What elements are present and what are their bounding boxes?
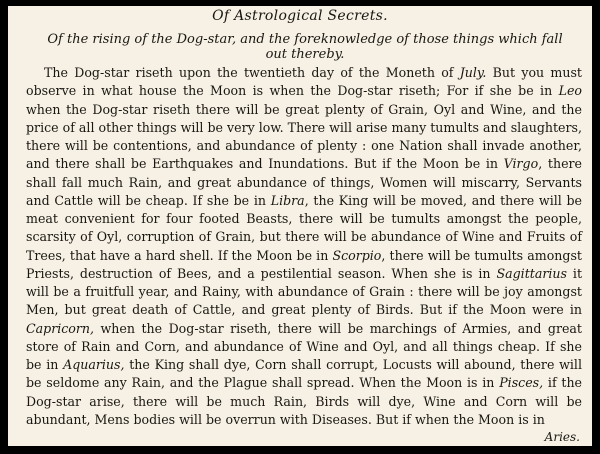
- italic-term: Leo: [558, 83, 582, 99]
- italic-term: Capricorn,: [26, 320, 95, 336]
- text-run: when the Dog-star riseth, there will be marchings of Armies, and great store of Rain and Corn, and abundance of Wine and Oyl, and all things cheap. If she be in: [26, 320, 582, 372]
- text-run: , the King will be moved, and there will be meat convenient for four footed Beasts, there will be tumults amongst the people, scarsity of Oyl, corruption of Grain, but there will be abundance of Wine and Fruits of Trees, that have a hard shell. If the Moon be in: [26, 192, 582, 263]
- italic-term: Sagittarius: [496, 265, 567, 281]
- italic-term: Aquarius,: [63, 357, 125, 372]
- book-page: [8, 6, 592, 446]
- text-run: when the Dog-star riseth there will be great plenty of Grain, Oyl and Wine, and the price of all other things will be very low. There will arise many tumults and slaughters, there will be contentions, and abundance of plenty : one Nation shall invade another, and there shall be Earthquakes and Inundations. But if the Moon be in: [26, 101, 582, 172]
- text-run: , there will be tumults amongst Priests, destruction of Bees, and a pestilential season. When she is in: [26, 247, 582, 281]
- italic-term: Pisces,: [499, 375, 544, 391]
- text-run: The Dog-star riseth upon the twentieth day of the Moneth of: [44, 65, 460, 80]
- text-run: if the Dog-star arise, there will be much Rain, Birds will dye, Wine and Corn will be abundant, Mens bodies will be overrun with Diseases. But if when the Moon is in: [26, 375, 583, 427]
- catchword: Aries.: [544, 430, 580, 444]
- italic-term: Libra: [270, 192, 305, 208]
- body-paragraph: [26, 64, 582, 429]
- running-head: Of Astrological Secrets.: [212, 8, 388, 24]
- text-run: , there shall fall much Rain, and great abundance of things, Women will miscarry, Servants and Cattle will be cheap. If she be in: [26, 156, 582, 208]
- text-run: it will be a fruitfull year, and Rainy, with abundance of Grain : there will be joy amongst Men, but great death of Cattle, and great plenty of Birds. But if the Moon were in: [26, 265, 582, 318]
- text-run: the King shall dye, Corn shall corrupt, Locusts will abound, there will be seldome any Rain, and the Plague shall spread. When the Moon is in: [26, 357, 582, 391]
- italic-term: Scorpio: [332, 247, 382, 263]
- text-run: But you must observe in what house the Moon is when the Dog-star riseth; For if she be in: [26, 65, 582, 99]
- italic-term: July.: [459, 65, 487, 80]
- italic-term: Virgo: [503, 156, 539, 172]
- section-heading: Of the rising of the Dog-star, and the foreknowledge of those things which fall out thereby.: [47, 32, 563, 62]
